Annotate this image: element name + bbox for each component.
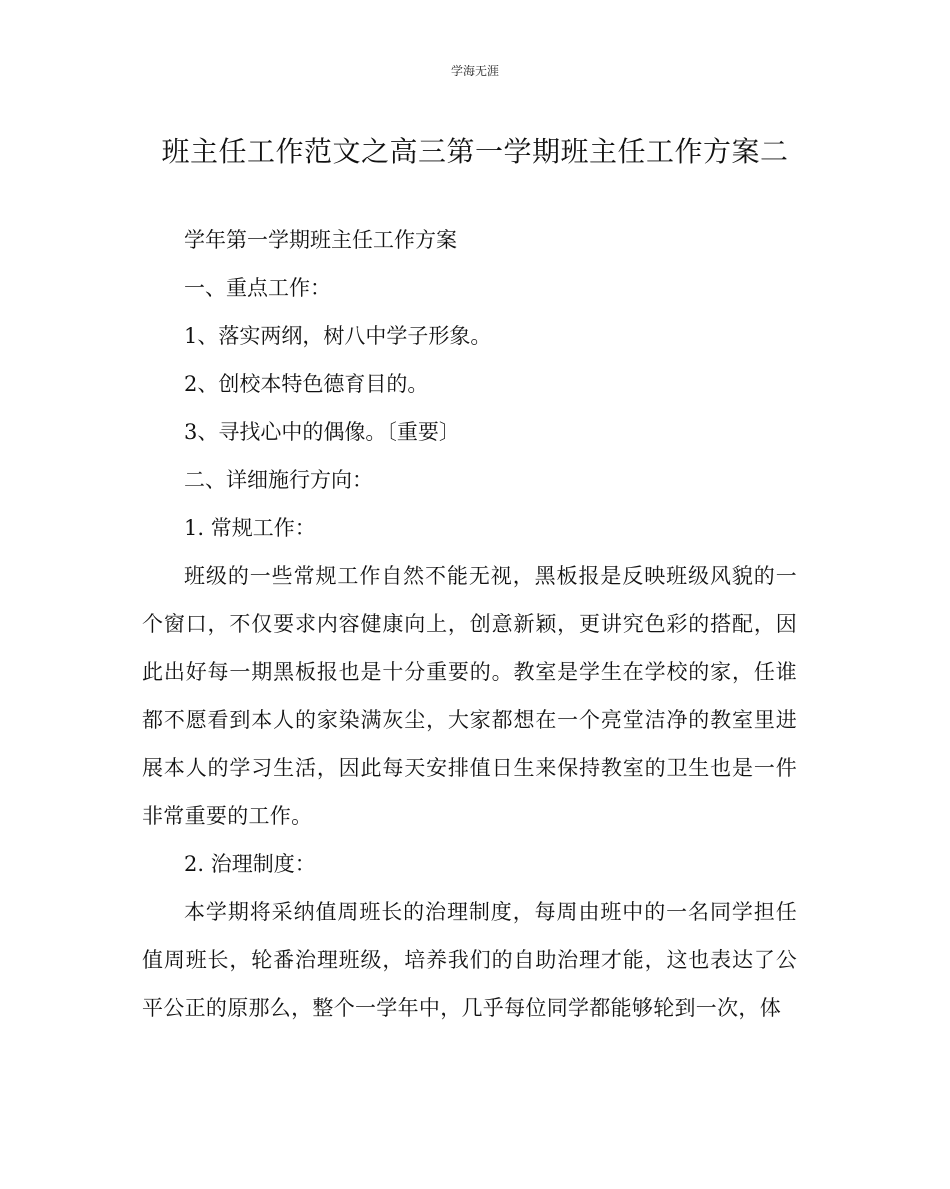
paragraph-section-2-heading: 二、详细施行方向： [184,468,373,492]
paragraph-routine-body: 班级的一些常规工作自然不能无视，黑板报是反映班级风貌的一个窗口，不仅要求内容健康向上，创意新颖，更讲究色彩的搭配，因此出好每一期黑板报也是十分重要的。教室是学生在学校的家，任谁都不愿看到本人的家染满灰尘，大家都想在一个亮堂洁净的教室里进展本人的学习生活，因此每天安排值日生来保持教室的卫生也是一件非常重要的工作。 [142,564,797,828]
paragraph-item-3: 3、寻找心中的偶像。〔重要〕 [184,420,460,444]
paragraph-subheading-management: 2. 治理制度： [184,852,316,876]
paragraph-item-2: 2、创校本特色德育目的。 [184,372,429,396]
document-title: 班主任工作范文之高三第一学期班主任工作方案二 [161,135,789,168]
document-body [142,216,797,1032]
paragraph-item-1: 1、落实两纲，树八中学子形象。 [184,324,492,348]
paragraph-management-body: 本学期将采纳值周班长的治理制度，每周由班中的一名同学担任值周班长，轮番治理班级，培养我们的自助治理才能，这也表达了公平公正的原那么，整个一学年中，几乎每位同学都能够轮到一次，体 [142,900,797,1020]
paragraph-section-1-heading: 一、重点工作： [184,276,331,300]
paragraph-subheading-routine: 1. 常规工作： [184,516,316,540]
page-header: 学海无涯 [450,64,499,78]
paragraph-plan-heading: 学年第一学期班主任工作方案 [184,228,457,252]
